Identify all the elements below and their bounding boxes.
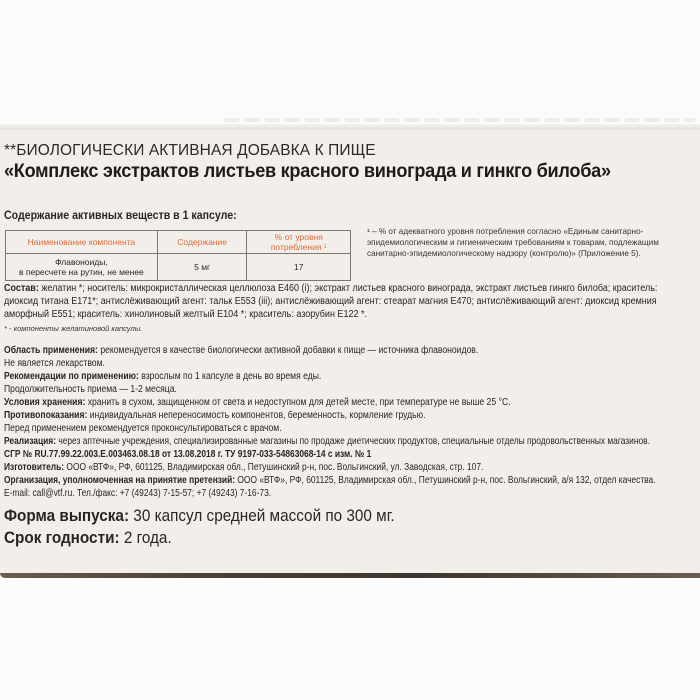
- usage-text: взрослым по 1 капсуле в день во время еды.: [141, 371, 322, 382]
- application-text: рекомендуется в качестве биологически активной добавки к пище — источника флавоноидов.: [100, 345, 479, 356]
- release-form-label: Форма выпуска:: [4, 506, 130, 525]
- claims-label: Организация, уполномоченная на принятие претензий:: [4, 475, 236, 486]
- shelf-life-label: Срок годности:: [4, 528, 120, 547]
- composition-text-1: желатин *; носитель: микрокристаллическая целлюлоза Е460 (i); экстракт листьев красного винограда, экстракт листьев гинкго билоба; краситель:: [41, 283, 658, 294]
- application-line: [4, 345, 478, 358]
- contraindications-text: индивидуальная непереносимость компонентов, беременность, кормление грудью.: [89, 410, 426, 421]
- usage-label: Рекомендации по применению:: [4, 371, 139, 382]
- composition-line1: [4, 283, 657, 296]
- contraindications-line: [4, 410, 425, 423]
- consumption-footnote: ¹ – % от адекватного уровня потребления согласно «Единым санитарно-эпидемиологическим и гигиеническим требованиям к товарам, подлежащим санитарно-эпидемиологическому надзору (контролю)» (Приложение 5).: [367, 227, 659, 258]
- shelf-life-line: [4, 528, 172, 548]
- not-medicine: Не является лекарством.: [4, 358, 105, 369]
- capsule-note: * - компоненты желатиновой капсулы.: [4, 324, 143, 333]
- contraindications-label: Противопоказания:: [4, 410, 88, 421]
- claims-text: ООО «ВТФ», РФ, 601125, Владимирская обл., Петушинский р-н, пос. Вольгинский, а/я 132, отдел качества.: [237, 475, 656, 486]
- component-line1: Флавоноиды,: [55, 257, 108, 267]
- active-content-table: [5, 230, 351, 281]
- column-header-percent: % от уровня потребления ¹: [247, 231, 351, 254]
- shelf-life-text: 2 года.: [123, 528, 172, 547]
- release-form-text: 30 капсул средней массой по 300 мг.: [133, 506, 395, 525]
- release-form-line: [4, 506, 395, 526]
- registration-number: СГР № RU.77.99.22.003.Е.003463.08.18 от 13.08.2018 г. ТУ 9197-033-54863068-14 с изм. № 1: [4, 449, 372, 460]
- sale-line: [4, 436, 650, 449]
- sale-label: Реализация:: [4, 436, 57, 447]
- table-row: [6, 254, 351, 281]
- consult-note: Перед применением рекомендуется проконсультироваться с врачом.: [4, 423, 282, 434]
- sale-text: через аптечные учреждения, специализированные магазины по продаже диетических продуктов, специальные отделы продовольственных магазинов.: [58, 436, 650, 447]
- cell-component: [6, 254, 158, 281]
- column-header-amount: Содержание: [157, 231, 247, 254]
- manufacturer-line: [4, 462, 483, 475]
- box-top-print-strip: [225, 118, 695, 122]
- cell-percent: 17: [247, 254, 351, 281]
- background-surface: [0, 578, 700, 700]
- supplement-label: **БИОЛОГИЧЕСКИ АКТИВНАЯ ДОБАВКА К ПИЩЕ: [4, 142, 376, 159]
- table-header-row: [6, 231, 351, 254]
- cell-amount: 5 мг: [157, 254, 247, 281]
- column-header-component: Наименование компонента: [6, 231, 158, 254]
- composition-label: Состав:: [4, 283, 39, 294]
- claims-line: [4, 475, 656, 488]
- composition-line3: аморфный Е551; краситель: хинолиновый желтый Е104 *; краситель: азорубин Е122 *.: [4, 309, 367, 320]
- manufacturer-text: ООО «ВТФ», РФ, 601125, Владимирская обл., Петушинский р-н, пос. Вольгинский, ул. Заводская, стр. 107.: [66, 462, 484, 473]
- component-line2: в пересчете на рутин, не менее: [18, 267, 144, 277]
- storage-text: хранить в сухом, защищенном от света и недоступном для детей месте, при температуре не выше 25 °С.: [87, 397, 511, 408]
- storage-line: [4, 397, 511, 410]
- duration: Продолжительность приема — 1-2 месяца.: [4, 384, 177, 395]
- usage-line: [4, 371, 321, 384]
- manufacturer-label: Изготовитель:: [4, 462, 65, 473]
- storage-label: Условия хранения:: [4, 397, 86, 408]
- composition-line2: диоксид титана Е171*; антислёживающий агент: тальк Е553 (iii); антислёживающий агент: стеарат магния Е470; антислёживающий агент: диоксид кремния: [4, 296, 657, 307]
- product-title: «Комплекс экстрактов листьев красного винограда и гинкго билоба»: [4, 160, 611, 182]
- active-content-heading: Содержание активных веществ в 1 капсуле:: [4, 210, 237, 222]
- contact-line: E-mail: call@vtf.ru. Тел./факс: +7 (49243) 7-15-57; +7 (49243) 7-16-73.: [4, 488, 272, 499]
- application-label: Область применения:: [4, 345, 98, 356]
